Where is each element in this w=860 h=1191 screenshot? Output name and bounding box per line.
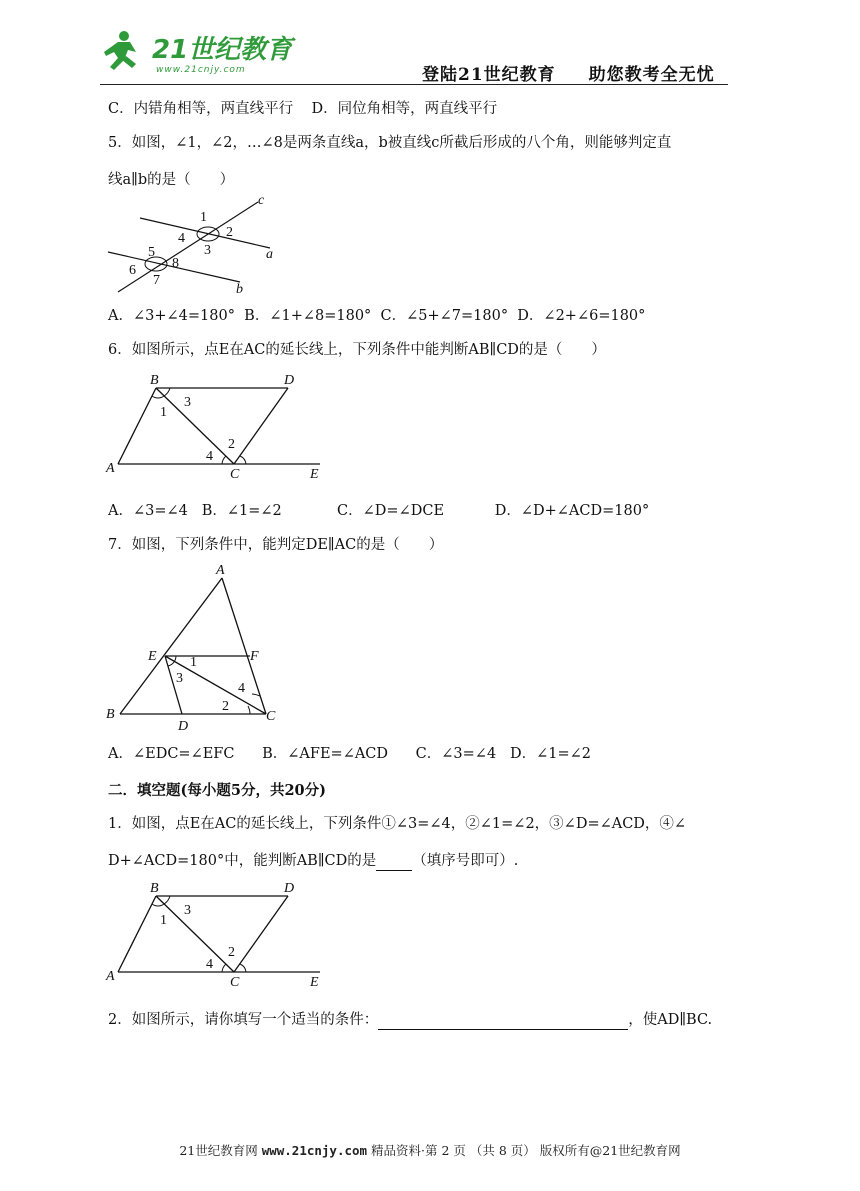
q6-label-E: E (310, 467, 319, 482)
q5-label-7: 7 (153, 273, 160, 288)
fill1-label-E: E (310, 975, 319, 990)
q6-label-A: A (106, 461, 115, 476)
q5-figure (100, 192, 300, 302)
q5-options: A．∠3+∠4=180° B．∠1+∠8=180° C．∠5+∠7=180° D．∠2+∠6=180° (108, 308, 646, 324)
q7-label-D: D (178, 719, 189, 734)
q5-stem-line1: 5．如图，∠1，∠2，…∠8是两条直线a，b被直线c所截后形成的八个角，则能够判定直 (108, 135, 672, 151)
q7-label-3: 3 (176, 671, 183, 686)
fill1-stem-part-b: （填序号即可）. (412, 853, 519, 869)
fill1-stem-line1: 1．如图，点E在AC的延长线上，下列条件①∠3=∠4，②∠1=∠2，③∠D=∠ACD，④∠ (108, 816, 687, 832)
fill1-label-4: 4 (206, 957, 213, 972)
q6-options: A．∠3=∠4 B．∠1=∠2 C．∠D=∠DCE D．∠D+∠ACD=180° (108, 503, 650, 519)
header-slogan (422, 60, 715, 85)
fill1-stem-line2 (108, 850, 518, 871)
fill1-label-A: A (106, 969, 115, 984)
fill1-stem-part-a: D+∠ACD=180°中，能判断AB∥CD的是 (108, 853, 377, 869)
fill1-label-2: 2 (228, 945, 235, 960)
fill1-figure (100, 880, 340, 992)
q6-figure (100, 372, 340, 484)
slogan-left: 登陆21世纪教育 (422, 65, 556, 85)
fill1-answer-blank[interactable] (376, 850, 412, 871)
logo-url: www.21cnjy.com (156, 65, 246, 75)
site-logo (100, 26, 300, 78)
q6-label-3: 3 (184, 395, 191, 410)
q5-label-3: 3 (204, 243, 211, 258)
q5-label-4: 4 (178, 231, 185, 246)
fill2-stem-part-a: 2．如图所示，请你填写一个适当的条件： (108, 1012, 379, 1028)
q4-option-c: C．内错角相等，两直线平行 (108, 101, 294, 117)
q7-label-1: 1 (190, 655, 197, 670)
runner-icon (104, 31, 136, 70)
q7-label-4: 4 (238, 681, 245, 696)
q5-label-5: 5 (148, 245, 155, 260)
q5-label-b: b (236, 282, 243, 297)
q7-label-2: 2 (222, 699, 229, 714)
q7-label-C: C (266, 709, 276, 724)
q6-label-C: C (230, 467, 240, 482)
logo-text: 21世纪教育 (152, 35, 293, 65)
q5-label-8: 8 (172, 256, 179, 271)
fill1-label-B: B (150, 881, 159, 896)
q7-options: A．∠EDC=∠EFC B．∠AFE=∠ACD C．∠3=∠4 D．∠1=∠2 (108, 746, 592, 762)
footer-page-info: 精品资料·第 2 页 （共 8 页） 版权所有@21世纪教育网 (371, 1143, 681, 1158)
q6-label-1: 1 (160, 405, 167, 420)
q7-label-F: F (250, 649, 259, 664)
q7-label-A: A (216, 563, 225, 578)
q4-option-d: D．同位角相等，两直线平行 (311, 101, 498, 117)
q6-label-4: 4 (206, 449, 213, 464)
q5-stem-line2: 线a∥b的是（ ） (108, 172, 235, 188)
slogan-right: 助您教考全无忧 (588, 65, 715, 85)
q6-label-D: D (284, 373, 295, 388)
q7-stem: 7．如图，下列条件中，能判定DE∥AC的是（ ） (108, 537, 444, 553)
footer-site: 21世纪教育网 (179, 1143, 258, 1158)
q5-label-1: 1 (200, 210, 207, 225)
q5-label-2: 2 (226, 225, 233, 240)
fill2-stem (108, 1009, 712, 1030)
fill2-stem-part-b: ，使AD∥BC. (628, 1012, 713, 1028)
footer-url: www.21cnjy.com (261, 1143, 368, 1158)
fill1-label-1: 1 (160, 913, 167, 928)
q7-label-B: B (106, 707, 115, 722)
section-title: 二．填空题(每小题5分，共20分) (108, 782, 326, 799)
header-divider (100, 84, 728, 85)
q7-figure (100, 560, 300, 736)
fill1-label-D: D (284, 881, 295, 896)
q6-label-B: B (150, 373, 159, 388)
q5-label-a: a (266, 247, 273, 262)
q7-label-E: E (148, 649, 157, 664)
q4-options (108, 97, 497, 118)
page-footer (0, 1141, 860, 1159)
q6-label-2: 2 (228, 437, 235, 452)
q6-stem: 6．如图所示，点E在AC的延长线上，下列条件中能判断AB∥CD的是（ ） (108, 342, 606, 358)
fill1-label-C: C (230, 975, 240, 990)
q5-label-c: c (258, 193, 265, 208)
fill1-label-3: 3 (184, 903, 191, 918)
q5-label-6: 6 (129, 263, 136, 278)
fill2-answer-blank[interactable] (378, 1009, 628, 1030)
